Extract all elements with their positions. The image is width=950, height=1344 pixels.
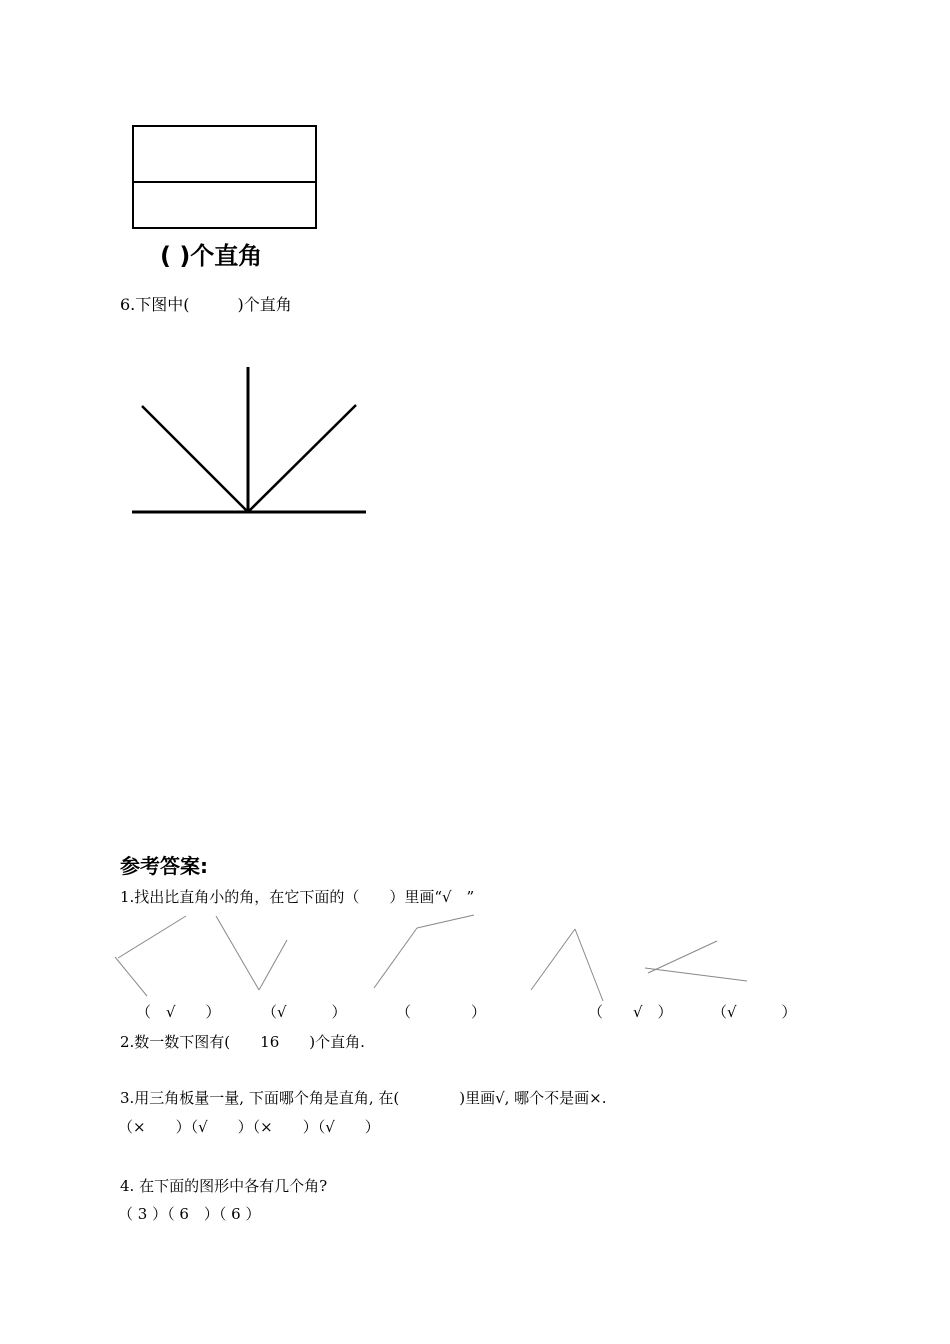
answer-1-text: 1.找出比直角小的角，在它下面的（ ）里画“√ ” — [120, 888, 475, 906]
answer-3-text: 3.用三角板量一量, 下面哪个角是直角, 在( )里画√, 哪个不是画×. — [120, 1089, 607, 1107]
figure5-caption: ( )个直角 — [160, 242, 263, 270]
answer-4-marks: （ 3 ）（ 6 ）（ 6 ） — [118, 1205, 261, 1223]
answer-1-mark-2: （√ ） — [262, 1003, 347, 1021]
answer-4-text: 4. 在下面的图形中各有几个角? — [120, 1177, 328, 1195]
answer-1-mark-5: （√ ） — [712, 1003, 797, 1021]
answer-1-mark-1: （ √ ） — [136, 1003, 221, 1021]
answer-1-mark-4: （ √ ） — [588, 1003, 673, 1021]
question-6-text: 6.下图中( )个直角 — [120, 295, 292, 314]
answers-heading: 参考答案: — [120, 854, 208, 878]
answer-3-marks: （× ）（√ ）（× ）（√ ） — [118, 1118, 380, 1136]
answer-1-mark-3: （ ） — [396, 1003, 487, 1021]
answer-2-text: 2.数一数下图有( 16 )个直角. — [120, 1033, 365, 1051]
